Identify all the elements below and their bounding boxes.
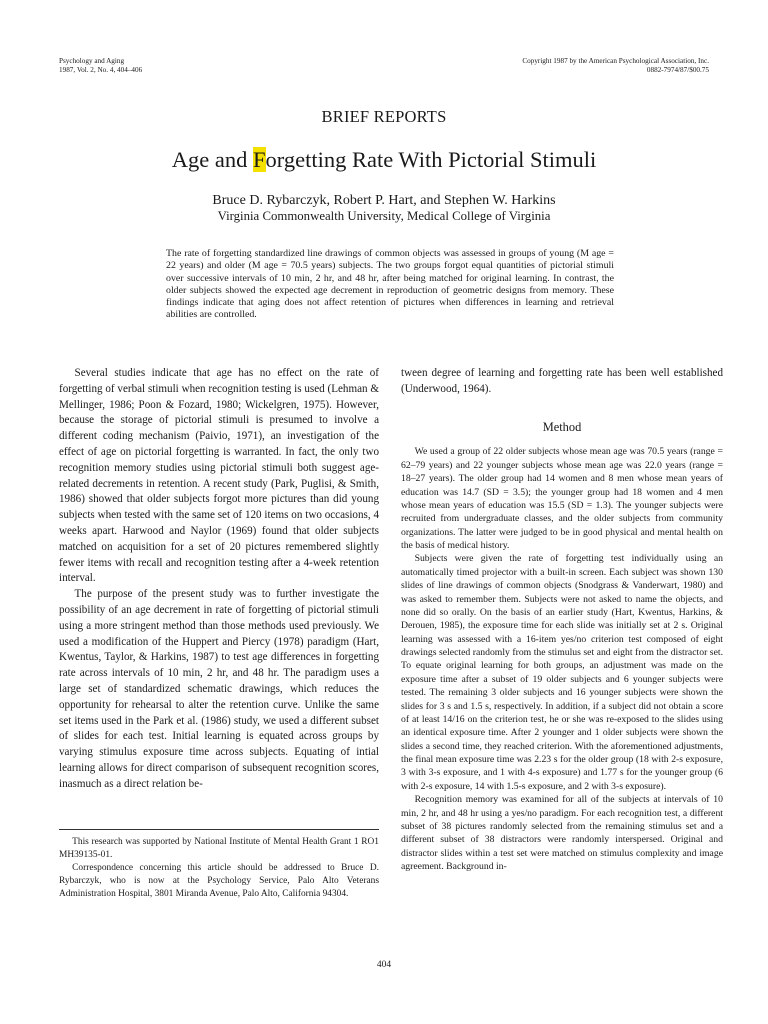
title-rest: orgetting Rate With Pictorial Stimuli — [265, 147, 597, 172]
copyright-line: Copyright 1987 by the American Psychological Association, Inc. — [522, 57, 709, 65]
intro-continuation: tween degree of learning and forgetting rate has been well established (Underwood, 1964). — [401, 367, 723, 395]
method-paragraph-1: We used a group of 22 older subjects whose mean age was 70.5 years (range = 62–79 years) and 22 younger subjects whose mean age was 22.0 years (range = 18–27 years). The older group had 14 women and 8 men whose mean years of education was 14.7 (SD = 3.5); the younger group had 18 women and 4 men whose mean years of education was 15.5 (SD = 1.3). The younger subjects were recruited from undergraduate classes, and the older subjects from community organizations. The latter were judged to be in good physical and mental health on the basis of medical history. — [401, 446, 723, 552]
footnote-divider — [59, 829, 379, 830]
abstract: The rate of forgetting standardized line drawings of common objects was assessed in groups of young (M age = 22 years) and older (M age = 70.5 years) subjects. The two groups forgot equal quantities of pictorial stimuli over successive intervals of 10 min, 2 hr, and 48 hr, after being matched for original learning. In contrast, the older subjects showed the expected age decrement in reproduction of geometric designs from memory. These findings indicate that aging does not affect retention of pictures when differences in learning and retrieval abilities are controlled. — [166, 248, 614, 321]
left-column — [59, 366, 379, 793]
author-list: Bruce D. Rybarczyk, Robert P. Hart, and Stephen W. Harkins — [212, 193, 556, 208]
footnotes — [59, 836, 379, 901]
issn-line: 0882-7974/87/$00.75 — [646, 65, 709, 74]
method-paragraph-3: Recognition memory was examined for all of the subjects at intervals of 10 min, 2 hr, and 48 hr using a yes/no paradigm. For each recognition test, a different subset of 38 pictures randomly selected from the remaining stimulus set and a different subset of 38 distractors were randomly interspersed. Original and distractor slides within a test set were matched on stimulus complexity and image agreement. Background in- — [401, 794, 723, 873]
intro-paragraph-1: Several studies indicate that age has no effect on the rate of forgetting of verbal stimuli when recognition testing is used (Lehman & Mellinger, 1986; Poon & Fozard, 1980; Wickelgren, 1975). However, because the storage of pictorial stimuli is presumed to involve a different coding mechanism (Paivio, 1971), an investigation of the effect of age on pictorial forgetting is warranted. In fact, the only two recognition memory studies using pictorial stimuli both suggest age-related decrements in retention. A recent study (Park, Puglisi, & Smith, 1986) showed that older subjects forgot more pictures than did young subjects when tested with the same set of 120 items on two occasions, 4 weeks apart. Harwood and Naylor (1969) found that older subjects matched on acquisition for a set of 20 pictures remembered slightly fewer items with recall and recognition testing after a 4-week retention interval. — [59, 367, 379, 585]
intro-paragraph-2: The purpose of the present study was to further investigate the possibility of an age decrement in rate of forgetting of pictorial stimuli using a more stringent method than those methods used previously. We used a modification of the Huppert and Piercy (1978) paradigm (Hart, Kwentus, Taylor, & Harkins, 1987) to test age differences in forgetting rate across intervals of 10 min, 2 hr, and 48 hr. The paradigm uses a large set of standardized schematic drawings, which reduces the opportunity for rehearsal to alter the retention curve. Unlike the same set items used in the Park et al. (1986) study, we used a different subset of slides for each test. Initial learning is equated across groups by varying stimulus exposure time across subjects. Equating of intial learning allows for direct comparison of subsequent recognition scores, inasmuch as a direct relation be- — [59, 588, 379, 790]
article-title — [0, 147, 768, 173]
title-highlight: F — [252, 147, 266, 172]
affiliation: Virginia Commonwealth University, Medical College of Virginia — [217, 209, 551, 223]
journal-citation — [59, 57, 142, 74]
right-column — [401, 366, 723, 873]
section-title: BRIEF REPORTS — [321, 107, 447, 126]
page-number: 404 — [376, 960, 392, 970]
method-paragraph-2: Subjects were given the rate of forgetting test individually using an automatically timed projector with a built-in screen. Each subject was shown 130 slides of line drawings of common objects (Snodgrass & Vanderwart, 1980) and was asked to remember them. Subjects were not asked to name the objects, and none did so orally. On the basis of an earlier study (Hart, Kwentus, Harkins, & Derouen, 1985), the exposure time for each slide was initially set at 2 s. Original learning was assessed with a 16-item yes/no criterion test composed of eight drawings selected randomly from the stimulus set and eight from the distractor set. To equate original learning for both groups, an adjustment was made on the exposure time after a subset of 19 older subjects and 6 younger subjects were tested. The remaining 3 older subjects and 16 younger subjects were shown the slides for 3 s and 1.5 s, respectively. In addition, if a subject did not obtain a score of at least 14/16 on the criterion test, he or she was re-exposed to the slides using an identical exposure time. After 2 younger and 1 older subjects were shown the slides a second time, they reached criterion. With the aforementioned adjustments, the final mean exposure time was 2.23 s for the older group (18 with 2-s exposure, 3 with 3-s exposure, and 1 with 4-s exposure) and 1.77 s for the younger group (6 with 2-s exposure, 14 with 1.5-s exposure, and 2 with 3-s exposure). — [401, 553, 723, 792]
title-start: Age and — [171, 147, 253, 172]
journal-volume: 1987, Vol. 2, No. 4, 404–406 — [59, 65, 143, 74]
method-section — [401, 445, 723, 873]
copyright-notice — [522, 57, 709, 74]
funding-note: This research was supported by National Institute of Mental Health Grant 1 RO1 MH39135-01. — [59, 837, 379, 860]
method-heading: Method — [542, 419, 582, 434]
journal-name: Psychology and Aging — [59, 57, 125, 65]
correspondence-note: Correspondence concerning this article should be addressed to Bruce D. Rybarczyk, who is now at the Psychology Service, Palo Alto Veterans Administration Hospital, 3801 Miranda Avenue, Palo Alto, California 94304. — [59, 863, 379, 899]
